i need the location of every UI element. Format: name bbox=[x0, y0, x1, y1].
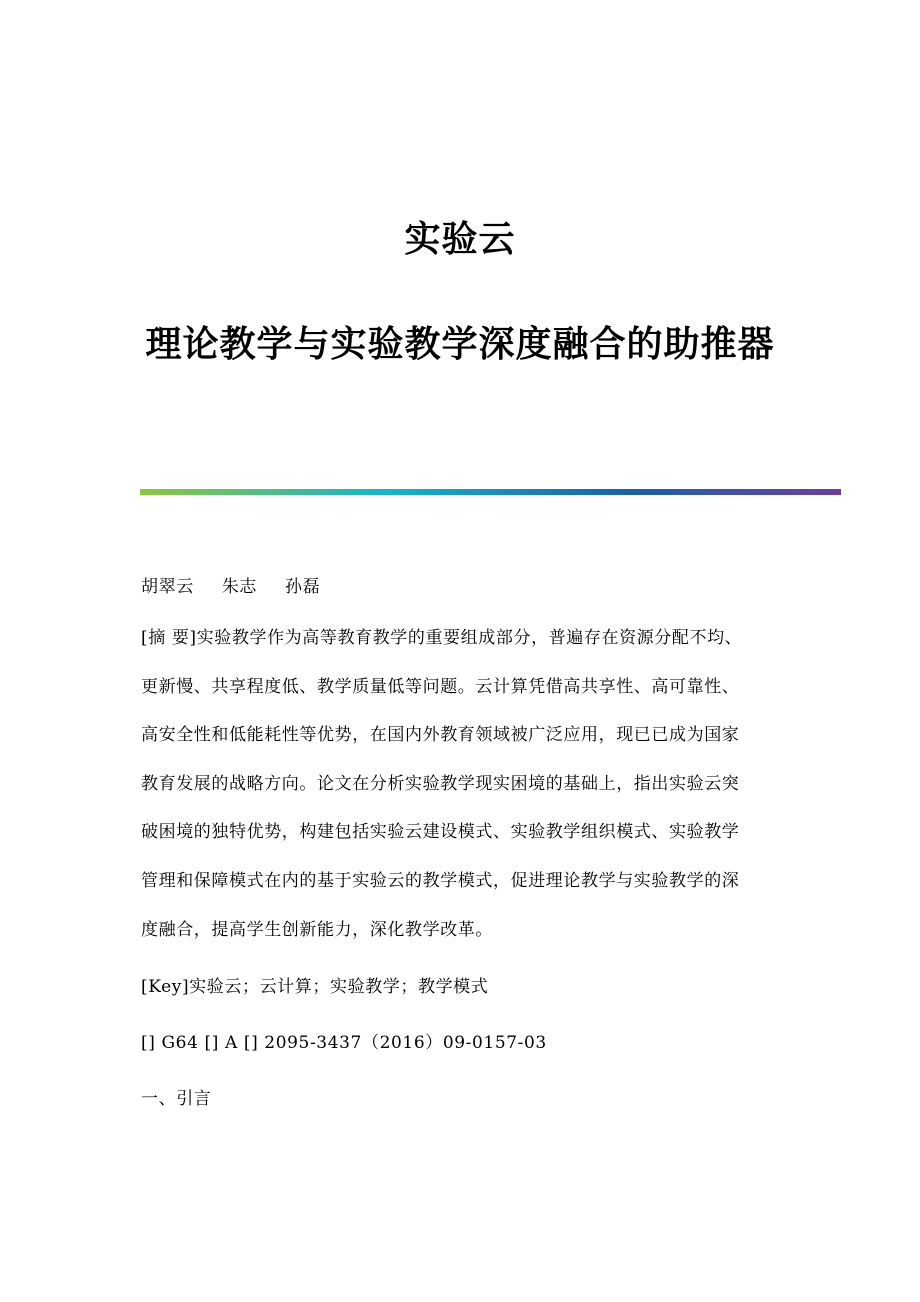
gradient-divider bbox=[140, 489, 841, 495]
author-name: 孙磊 bbox=[285, 577, 321, 597]
abstract-line: 破困境的独特优势，构建包括实验云建设模式、实验教学组织模式、实验教学 bbox=[141, 822, 740, 843]
abstract bbox=[141, 602, 781, 942]
abstract-line: [摘 要]实验教学作为高等教育教学的重要组成部分，普遍存在资源分配不均、 bbox=[141, 628, 743, 648]
abstract-line: 高安全性和低能耗性等优势，在国内外教育领域被广泛应用，现已已成为国家 bbox=[141, 725, 740, 746]
document-title-line1: 实验云 bbox=[404, 219, 516, 260]
abstract-line: 管理和保障模式在内的基于实验云的教学模式，促进理论教学与实验教学的深 bbox=[141, 870, 740, 891]
abstract-line: 教育发展的战略方向。论文在分析实验教学现实困境的基础上，指出实验云突 bbox=[141, 773, 740, 794]
abstract-line: 度融合，提高学生创新能力，深化教学改革。 bbox=[141, 919, 493, 940]
document-title-line2: 理论教学与实验教学深度融合的助推器 bbox=[145, 324, 775, 365]
abstract-line: 更新慢、共享程度低、教学质量低等问题。云计算凭借高共享性、高可靠性、 bbox=[141, 676, 740, 697]
section-heading: 一、引言 bbox=[141, 1089, 212, 1109]
author-name: 朱志 bbox=[221, 577, 258, 597]
classification-codes: [] G64 [] A [] 2095-3437（2016）09-0157-03 bbox=[141, 1033, 547, 1053]
keywords: [Key]实验云；云计算；实验教学；教学模式 bbox=[141, 977, 489, 997]
author-name: 胡翠云 bbox=[141, 577, 194, 597]
author-list bbox=[141, 575, 781, 599]
